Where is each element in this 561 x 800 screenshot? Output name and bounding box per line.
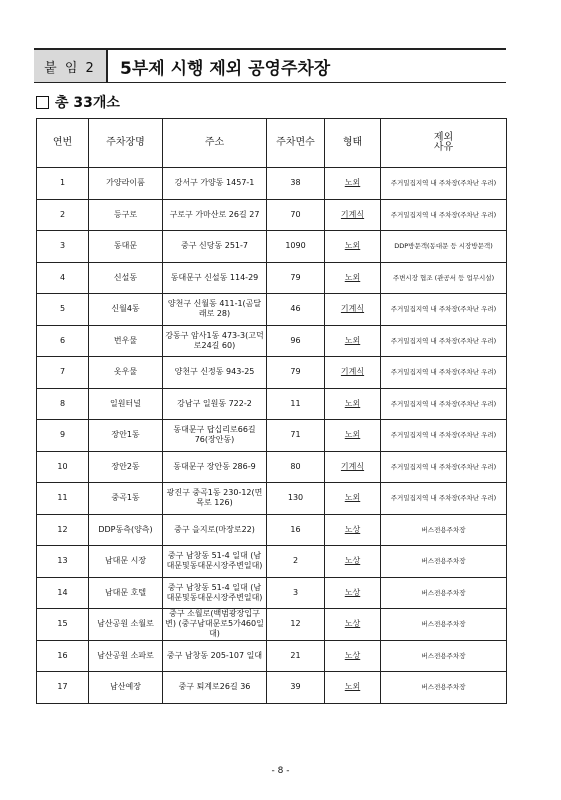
parking-lot-table <box>36 118 507 704</box>
lot-type: 노외 <box>325 168 381 200</box>
row-number: 4 <box>37 262 89 294</box>
row-number: 11 <box>37 483 89 515</box>
exclusion-reason: 주거밀집지역 내 주차장(주차난 우려) <box>381 420 507 452</box>
lot-type: 노상 <box>325 577 381 609</box>
table-row <box>37 514 507 546</box>
exclusion-reason: 버스전용주차장 <box>381 546 507 578</box>
table-row <box>37 609 507 641</box>
lot-name: 남산예장 <box>89 672 163 704</box>
table-row <box>37 420 507 452</box>
exclusion-reason: 버스전용주차장 <box>381 577 507 609</box>
lot-name: 일원터널 <box>89 388 163 420</box>
lot-name: 신설동 <box>89 262 163 294</box>
address: 광진구 중곡1동 230-12(면목로 126) <box>163 483 267 515</box>
row-number: 14 <box>37 577 89 609</box>
table-row <box>37 640 507 672</box>
address: 동대문구 신설동 114-29 <box>163 262 267 294</box>
table-row <box>37 546 507 578</box>
exclusion-reason: DDP방문객(동대문 등 시장방문객) <box>381 231 507 263</box>
address: 동대문구 답십리로66길 76(장안동) <box>163 420 267 452</box>
row-number: 12 <box>37 514 89 546</box>
table-row <box>37 262 507 294</box>
address: 양천구 신정동 943-25 <box>163 357 267 389</box>
table-row <box>37 325 507 357</box>
exclusion-reason: 버스전용주차장 <box>381 609 507 641</box>
address: 구로구 가마산로 26길 27 <box>163 199 267 231</box>
lot-type: 노외 <box>325 231 381 263</box>
space-count: 46 <box>267 294 325 326</box>
lot-name: 중곡1동 <box>89 483 163 515</box>
address: 중구 남창동 51-4 일대 (남대문및동대문시장주변일대) <box>163 546 267 578</box>
exclusion-reason: 주거밀집지역 내 주차장(주차난 우려) <box>381 388 507 420</box>
col-header-number: 연번 <box>37 119 89 168</box>
address: 동대문구 장안동 286-9 <box>163 451 267 483</box>
space-count: 12 <box>267 609 325 641</box>
address: 중구 남창동 51-4 일대 (남대문및동대문시장주변일대) <box>163 577 267 609</box>
space-count: 16 <box>267 514 325 546</box>
space-count: 79 <box>267 357 325 389</box>
lot-name: 남산공원 소파로 <box>89 640 163 672</box>
lot-type: 노상 <box>325 609 381 641</box>
address: 중구 퇴계로26길 36 <box>163 672 267 704</box>
row-number: 1 <box>37 168 89 200</box>
space-count: 96 <box>267 325 325 357</box>
exclusion-reason: 주거밀집지역 내 주차장(주차난 우려) <box>381 325 507 357</box>
space-count: 71 <box>267 420 325 452</box>
row-number: 15 <box>37 609 89 641</box>
lot-name: DDP동측(양측) <box>89 514 163 546</box>
lot-type: 노상 <box>325 546 381 578</box>
space-count: 21 <box>267 640 325 672</box>
exclusion-reason: 주거밀집지역 내 주차장(주차난 우려) <box>381 357 507 389</box>
lot-name: 남대문 호텔 <box>89 577 163 609</box>
col-header-reason: 제외 사유 <box>381 119 507 168</box>
lot-name: 번우물 <box>89 325 163 357</box>
table-row <box>37 672 507 704</box>
attachment-tag: 붙 임 2 <box>34 50 108 82</box>
lot-name: 남대문 시장 <box>89 546 163 578</box>
row-number: 5 <box>37 294 89 326</box>
lot-type: 노외 <box>325 672 381 704</box>
lot-type: 기계식 <box>325 357 381 389</box>
document-title: 5부제 시행 제외 공영주차장 <box>120 58 331 79</box>
lot-name: 장안2동 <box>89 451 163 483</box>
address: 강남구 일원동 722-2 <box>163 388 267 420</box>
table-row <box>37 199 507 231</box>
space-count: 3 <box>267 577 325 609</box>
row-number: 10 <box>37 451 89 483</box>
lot-type: 노외 <box>325 483 381 515</box>
address: 강동구 암사1동 473-3(고덕로24길 60) <box>163 325 267 357</box>
table-row <box>37 451 507 483</box>
col-header-type: 형태 <box>325 119 381 168</box>
lot-name: 장안1동 <box>89 420 163 452</box>
lot-name: 옷우물 <box>89 357 163 389</box>
exclusion-reason: 주거밀집지역 내 주차장(주차난 우려) <box>381 199 507 231</box>
row-number: 8 <box>37 388 89 420</box>
table-row <box>37 168 507 200</box>
lot-name: 동대문 <box>89 231 163 263</box>
col-header-spaces: 주차면수 <box>267 119 325 168</box>
space-count: 70 <box>267 199 325 231</box>
exclusion-reason: 주거밀집지역 내 주차장(주차난 우려) <box>381 451 507 483</box>
summary-line <box>36 92 120 112</box>
lot-type: 노외 <box>325 388 381 420</box>
space-count: 130 <box>267 483 325 515</box>
summary-text: 총 33개소 <box>55 95 120 111</box>
table-row <box>37 294 507 326</box>
lot-name: 가양라이품 <box>89 168 163 200</box>
space-count: 38 <box>267 168 325 200</box>
table-row <box>37 231 507 263</box>
row-number: 17 <box>37 672 89 704</box>
address: 중구 을지로(마장로22) <box>163 514 267 546</box>
lot-type: 노외 <box>325 420 381 452</box>
address: 양천구 신월동 411-1(곰달래로 28) <box>163 294 267 326</box>
address: 중구 남창동 205-107 일대 <box>163 640 267 672</box>
address: 중구 신당동 251-7 <box>163 231 267 263</box>
space-count: 80 <box>267 451 325 483</box>
lot-name: 남산공원 소월로 <box>89 609 163 641</box>
lot-type: 노외 <box>325 262 381 294</box>
exclusion-reason: 버스전용주차장 <box>381 672 507 704</box>
exclusion-reason: 주거밀집지역 내 주차장(주차난 우려) <box>381 483 507 515</box>
checkbox-square-icon <box>36 96 49 109</box>
table-row <box>37 577 507 609</box>
row-number: 7 <box>37 357 89 389</box>
space-count: 39 <box>267 672 325 704</box>
col-header-name: 주차장명 <box>89 119 163 168</box>
col-header-address: 주소 <box>163 119 267 168</box>
row-number: 6 <box>37 325 89 357</box>
table-row <box>37 388 507 420</box>
lot-name: 신월4동 <box>89 294 163 326</box>
space-count: 11 <box>267 388 325 420</box>
lot-type: 노상 <box>325 514 381 546</box>
lot-type: 기계식 <box>325 451 381 483</box>
lot-type: 기계식 <box>325 294 381 326</box>
exclusion-reason: 버스전용주차장 <box>381 640 507 672</box>
exclusion-reason: 주거밀집지역 내 주차장(주차난 우려) <box>381 294 507 326</box>
attachment-header <box>34 48 506 83</box>
row-number: 9 <box>37 420 89 452</box>
exclusion-reason: 주거밀집지역 내 주차장(주차난 우려) <box>381 168 507 200</box>
row-number: 16 <box>37 640 89 672</box>
page-number: - 8 - <box>271 766 290 776</box>
table-row <box>37 357 507 389</box>
space-count: 1090 <box>267 231 325 263</box>
row-number: 2 <box>37 199 89 231</box>
lot-type: 기계식 <box>325 199 381 231</box>
row-number: 3 <box>37 231 89 263</box>
lot-type: 노외 <box>325 325 381 357</box>
table-row <box>37 483 507 515</box>
row-number: 13 <box>37 546 89 578</box>
space-count: 79 <box>267 262 325 294</box>
table-header-row <box>37 119 507 168</box>
exclusion-reason: 버스전용주차장 <box>381 514 507 546</box>
space-count: 2 <box>267 546 325 578</box>
lot-name: 등구로 <box>89 199 163 231</box>
address: 중구 소월로(백범광장입구변) (중구남대문로5가460일대) <box>163 609 267 641</box>
exclusion-reason: 주변시장 협조 (관공서 등 업무시설) <box>381 262 507 294</box>
address: 강서구 가양동 1457-1 <box>163 168 267 200</box>
lot-type: 노상 <box>325 640 381 672</box>
